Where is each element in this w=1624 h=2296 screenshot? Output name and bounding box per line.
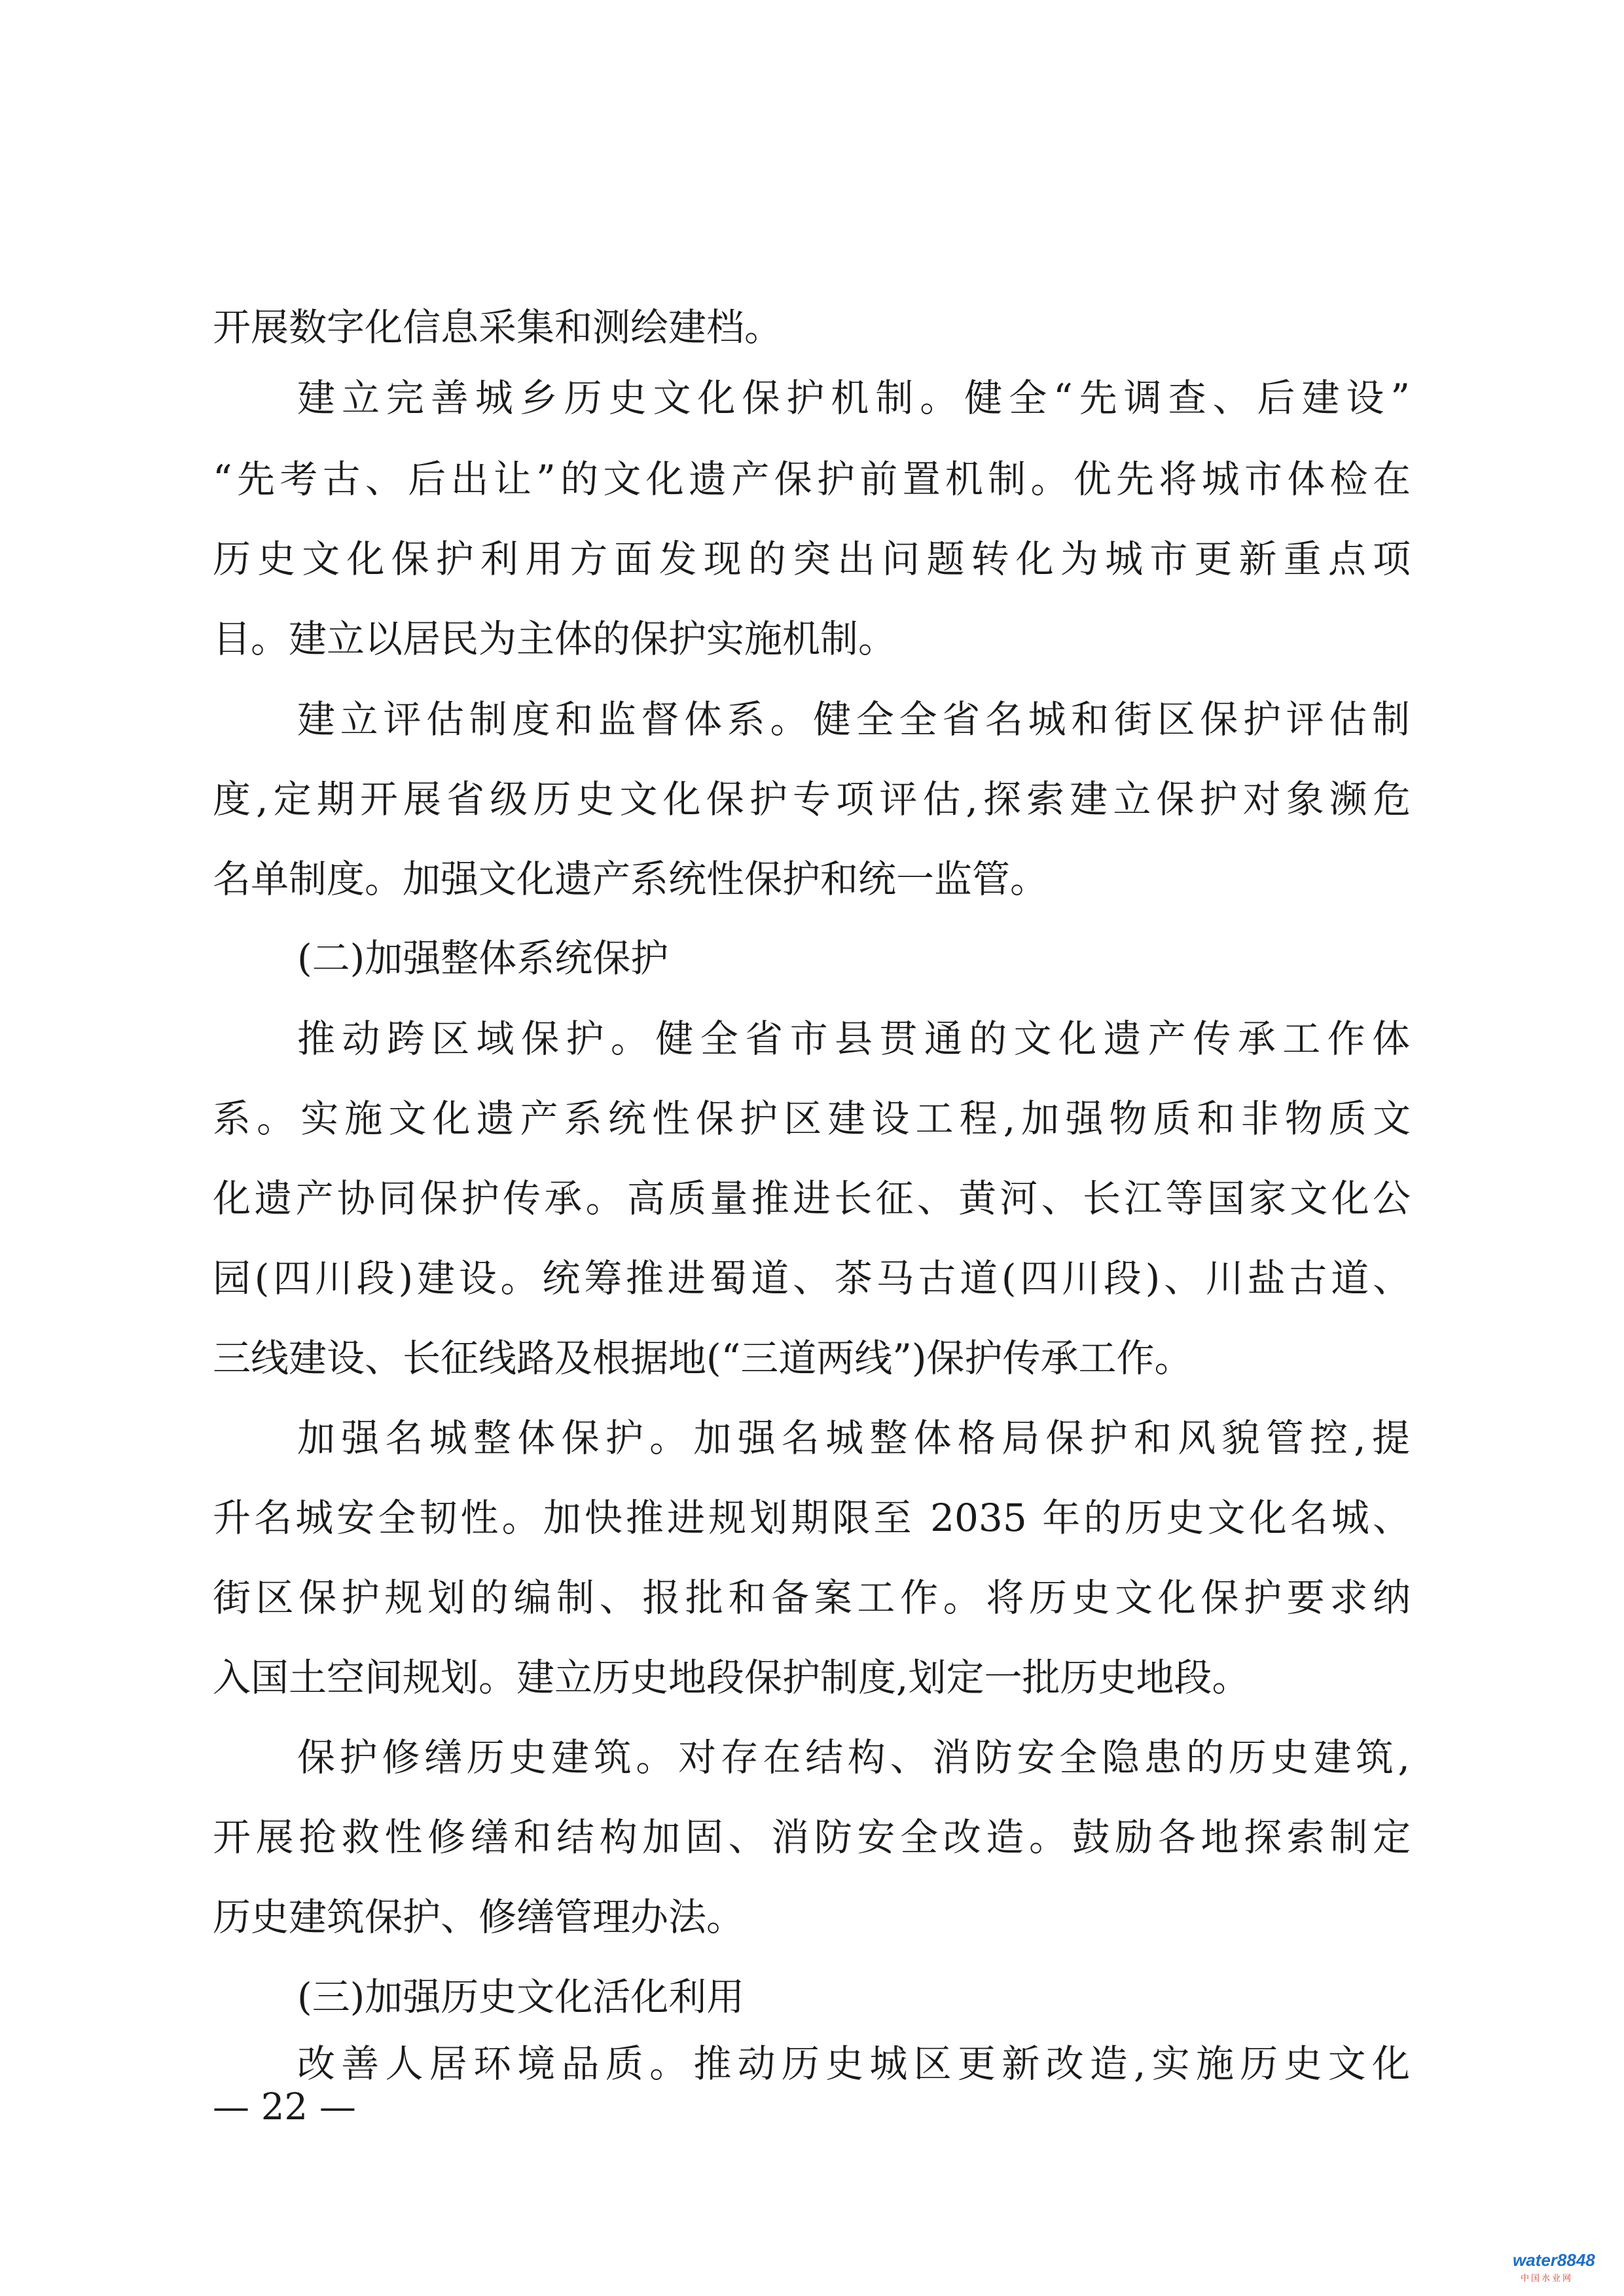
watermark-logo (1513, 2249, 1611, 2287)
text-line-content: 三线建设、长征线路及根据地(“三道两线”)保护传承工作。 (213, 1336, 1193, 1380)
text-line-content: 系。实施文化遗产系统性保护区建设工程,加强物质和非物质文 (213, 1096, 1411, 1141)
section-heading-text: (二)加强整体系统保护 (297, 936, 669, 980)
text-line-content: 街区保护规划的编制、报批和备案工作。将历史文化保护要求纳 (213, 1575, 1411, 1620)
text-line-content: 开展抢救性修缮和结构加固、消防安全改造。鼓励各地探索制定 (213, 1815, 1411, 1859)
text-line-content: 历史建筑保护、修缮管理办法。 (213, 1895, 745, 1939)
text-line (0, 1890, 1624, 1945)
text-line-content: “先考古、后出让”的文化遗产保护前置机制。优先将城市体检在 (213, 457, 1411, 501)
text-line (0, 1490, 1624, 1545)
text-line (0, 370, 1624, 425)
text-line (0, 1091, 1624, 1146)
text-line (0, 1171, 1624, 1226)
text-line (0, 1011, 1624, 1066)
text-line (0, 772, 1624, 827)
text-line-content: 入国土空间规划。建立历史地段保护制度,划定一批历史地段。 (213, 1655, 1250, 1700)
section-heading (0, 1969, 1624, 2024)
text-line-content: 加强名城整体保护。加强名城整体格局保护和风貌管控,提 (297, 1416, 1410, 1460)
text-line (0, 1251, 1624, 1306)
text-line-content: 改善人居环境品质。推动历史城区更新改造,实施历史文化 (297, 2041, 1410, 2086)
text-line (0, 692, 1624, 747)
section-heading-text: (三)加强历史文化活化利用 (297, 1975, 745, 2019)
text-line-content: 度,定期开展省级历史文化保护专项评估,探索建立保护对象濒危 (213, 777, 1411, 821)
text-line-content: 名单制度。加强文化遗产系统性保护和统一监管。 (213, 857, 1049, 901)
text-line-content: 保护修缮历史建筑。对存在结构、消防安全隐患的历史建筑, (297, 1735, 1410, 1780)
text-line-content: 建立评估制度和监督体系。健全全省名城和街区保护评估制 (297, 697, 1410, 742)
text-line-content: 历史文化保护利用方面发现的突出问题转化为城市更新重点项 (213, 537, 1411, 581)
text-line (0, 531, 1624, 586)
text-line-content: 建立完善城乡历史文化保护机制。健全“先调查、后建设” (297, 376, 1410, 420)
text-line (0, 1810, 1624, 1865)
section-heading (0, 931, 1624, 986)
text-line (0, 300, 1624, 355)
watermark-text: water8848 (1513, 2250, 1595, 2270)
text-line (0, 1650, 1624, 1705)
text-line-content: 目。建立以居民为主体的保护实施机制。 (213, 617, 897, 661)
watermark-subtext: 中国水业网 (1521, 2274, 1574, 2284)
text-line-content: 园(四川段)建设。统筹推进蜀道、茶马古道(四川段)、川盐古道、 (213, 1256, 1411, 1300)
text-line (0, 452, 1624, 507)
text-line-content: 化遗产协同保护传承。高质量推进长征、黄河、长江等国家文化公 (213, 1176, 1411, 1221)
text-line-content: 升名城安全韧性。加快推进规划期限至 2035 年的历史文化名城、 (213, 1496, 1411, 1540)
page-number: — 22 — (213, 2086, 356, 2128)
text-line (0, 1730, 1624, 1785)
text-line-content: 开展数字化信息采集和测绘建档。 (213, 305, 783, 350)
text-line (0, 1331, 1624, 1386)
text-line (0, 852, 1624, 906)
text-line (0, 1570, 1624, 1625)
text-line-content: 推动跨区域保护。健全省市县贯通的文化遗产传承工作体 (297, 1016, 1410, 1061)
text-line (0, 611, 1624, 666)
text-line (0, 1410, 1624, 1465)
